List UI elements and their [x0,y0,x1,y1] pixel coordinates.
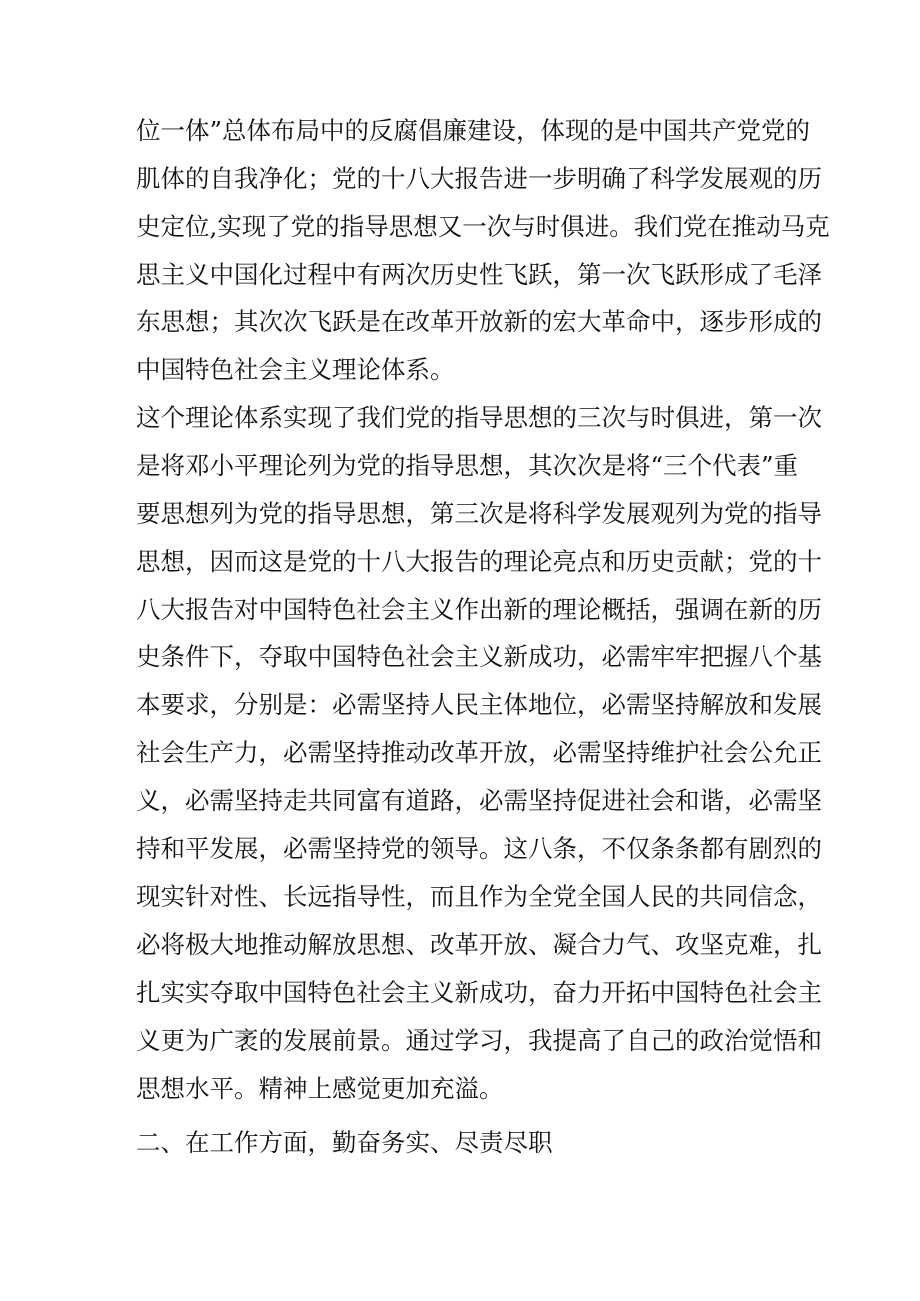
text-line-8: 是将邓小平理论列为党的指导思想，其次次是将“三个代表”重 [136,451,799,480]
text-line-7: 这个理论体系实现了我们党的指导思想的三次与时俱进，第一次 [136,403,822,432]
text-line-12: 史条件下，夺取中国特色社会主义新成功，必需牢牢把握八个基 [136,642,822,671]
text-line-10: 思想，因而这是党的十八大报告的理论亮点和历史贡献；党的十 [136,547,822,576]
text-line-14: 社会生产力，必需坚持推动改革开放，必需坚持维护社会公允正 [136,738,822,767]
text-line-15: 义，必需坚持走共同富有道路，必需坚持促进社会和谐，必需坚 [136,786,822,815]
text-line-20: 义更为广袤的发展前景。通过学习，我提高了自己的政治觉悟和 [136,1026,822,1055]
text-line-18: 必将极大地推动解放思想、改革开放、凝合力气、攻坚克难，扎 [136,930,822,959]
text-line-19: 扎实实夺取中国特色社会主义新成功，奋力开拓中国特色社会主 [136,978,822,1007]
text-line-1: 位一体”总体布局中的反腐倡廉建设，体现的是中国共产党党的 [136,116,811,145]
text-line-6: 中国特色社会主义理论体系。 [136,355,455,384]
text-line-4: 思主义中国化过程中有两次历史性飞跃，第一次飞跃形成了毛泽 [136,260,822,289]
section-heading: 二、在工作方面，勤奋务实、尽责尽职 [136,1128,553,1157]
text-line-3: 史定位,实现了党的指导思想又一次与时俱进。我们党在推动马克 [136,212,830,241]
text-line-17: 现实针对性、长远指导性，而且作为全党全国人民的共同信念， [136,882,822,911]
text-line-13: 本要求，分别是：必需坚持人民主体地位，必需坚持解放和发展 [136,690,822,719]
text-line-2: 肌体的自我净化；党的十八大报告进一步明确了科学发展观的历 [136,164,822,193]
text-line-5: 东思想；其次次飞跃是在改革开放新的宏大革命中，逐步形成的 [136,307,822,336]
text-line-16: 持和平发展，必需坚持党的领导。这八条，不仅条条都有剧烈的 [136,834,822,863]
text-line-11: 八大报告对中国特色社会主义作出新的理论概括，强调在新的历 [136,595,822,624]
text-line-9: 要思想列为党的指导思想，第三次是将科学发展观列为党的指导 [136,499,822,528]
text-line-21: 思想水平。精神上感觉更加充溢。 [136,1074,504,1103]
